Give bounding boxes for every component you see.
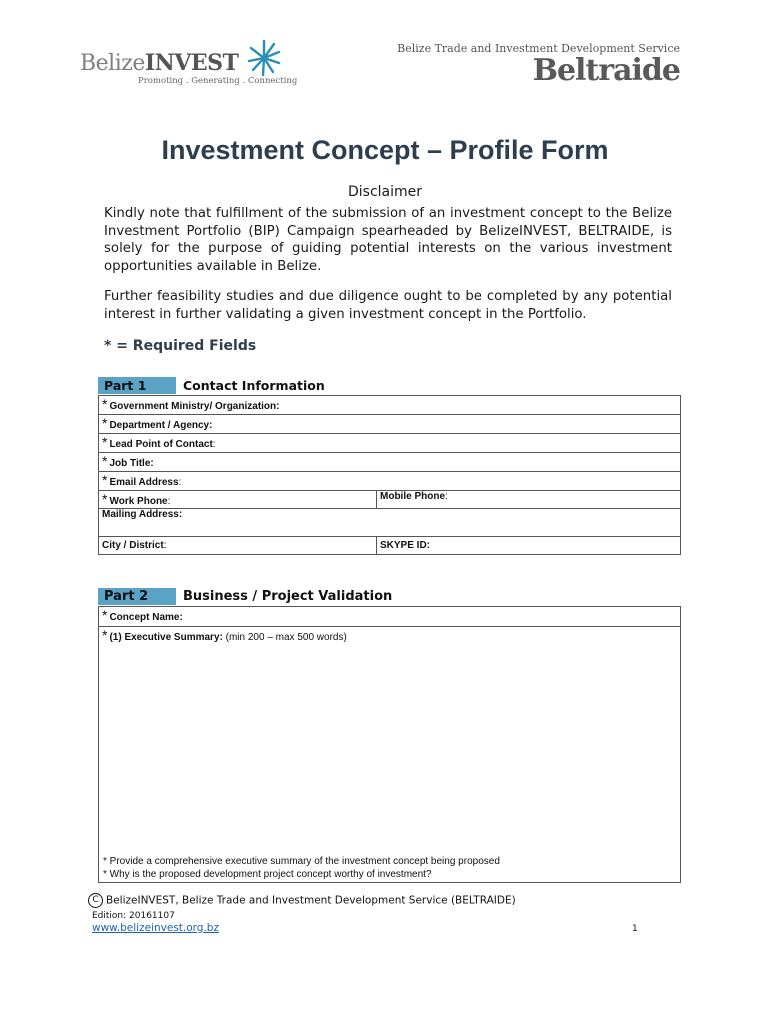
required-star-icon: * [102,491,108,507]
executive-summary-label: (1) Executive Summary: [109,632,223,643]
part1-title: Contact Information [183,378,325,393]
part1-tab: Part 1 [98,377,176,394]
mailing-address-field[interactable] [99,509,681,537]
concept-name-field[interactable] [99,607,681,627]
skype-field[interactable] [377,537,681,555]
mailing-address-label: Mailing Address: [102,509,183,520]
city-field[interactable]: City / District: [99,537,377,555]
executive-summary-hint: (min 200 – max 500 words) [225,632,347,643]
job-title-field[interactable] [99,453,681,472]
lead-contact-field[interactable]: * Lead Point of Contact: [99,434,681,453]
ministry-field[interactable] [99,396,681,415]
part2-title: Business / Project Validation [183,589,393,604]
mobile-phone-label: Mobile Phone [380,491,445,502]
copyright-text: BelizeINVEST, Belize Trade and Investment Development Service (BELTRAIDE) [106,894,516,907]
website-link[interactable]: www.belizeinvest.org.bz [92,922,219,934]
copyright-line [88,893,516,908]
email-field[interactable]: * Email Address: [99,472,681,491]
disclaimer-heading: Disclaimer [347,184,423,200]
brand-bold: INVEST [144,50,239,76]
copyright-icon: C [88,893,103,908]
job-title-label: Job Title: [109,458,154,469]
note-line: * Provide a comprehensive executive summary of the investment concept being proposed [103,856,500,867]
beltraide-logo [398,42,680,90]
belizeinvest-logo [80,38,298,90]
note-line: * Why is the proposed development project concept worthy of investment? [103,869,432,880]
disclaimer-paragraph-2: Further feasibility studies and due diligence ought to be completed by any potential interest in further validating a given investment concept in the Portfolio. [104,289,672,322]
edition-text: Edition: 20161107 [92,911,175,921]
executive-summary-notes [103,855,500,881]
belizeinvest-tagline: Promoting . Generating . Connecting [138,76,298,86]
required-star-icon: * [102,472,108,488]
email-label: Email Address [109,477,179,488]
required-star-icon: * [102,627,108,643]
business-validation-table [98,606,681,883]
required-star-icon: * [102,453,108,469]
brand-light: Belize [80,51,145,76]
work-phone-field[interactable]: * Work Phone: [99,491,377,509]
contact-info-table [98,395,681,555]
concept-name-label: Concept Name: [109,612,183,623]
required-star-icon: * [102,434,108,450]
disclaimer-paragraph-1: Kindly note that fulfillment of the submission of an investment concept to the Belize Investment Portfolio (BIP) Campaign spearheaded by BelizeINVEST, BELTRAIDE, is solely for the purpose of guiding potential interests on the various investment opportunities available in Belize. [104,206,672,274]
work-phone-label: Work Phone [109,496,168,507]
executive-summary-field[interactable] [99,627,681,883]
ministry-label: Government Ministry/ Organization: [109,401,280,412]
lead-contact-label: Lead Point of Contact [109,439,213,450]
required-star-icon: * [102,607,108,623]
starburst-icon [246,38,282,78]
page-number: 1 [632,924,638,934]
page-title: Investment Concept – Profile Form [161,135,609,165]
department-field[interactable] [99,415,681,434]
skype-label: SKYPE ID: [380,540,431,551]
required-star-icon: * [102,396,108,412]
belizeinvest-wordmark [80,50,238,76]
beltraide-wordmark: Beltraide [532,53,680,88]
beltraide-subtitle: Belize Trade and Investment Development Service [397,42,680,55]
mobile-phone-field[interactable]: Mobile Phone: [377,491,681,509]
required-star-icon: * [102,415,108,431]
city-label: City / District [102,540,164,551]
department-label: Department / Agency: [109,420,213,431]
required-fields-note: * = Required Fields [104,338,257,354]
part2-tab: Part 2 [98,588,176,605]
